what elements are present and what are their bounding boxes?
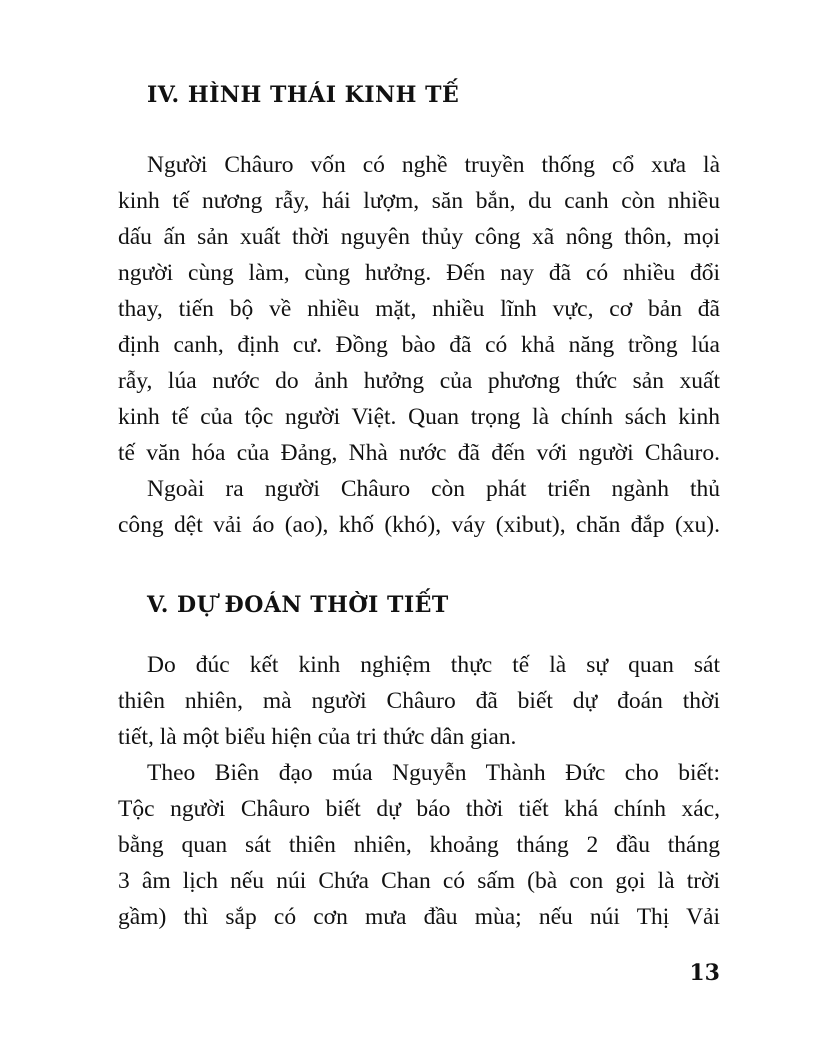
text-line: tiết, là một biểu hiện của tri thức dân gian.: [118, 724, 517, 750]
text-line: thiên nhiên, mà người Châuro đã biết dự đoán thời: [118, 688, 720, 714]
text-line: kinh tế của tộc người Việt. Quan trọng là chính sách kinh: [118, 404, 720, 430]
page-number: 13: [689, 960, 720, 986]
text-line: Ngoài ra người Châuro còn phát triển ngành thủ: [147, 476, 720, 502]
text-line: Tộc người Châuro biết dự báo thời tiết khá chính xác,: [118, 796, 720, 822]
text-line: công dệt vải áo (ao), khố (khó), váy (xibut), chăn đắp (xu).: [118, 512, 720, 538]
section-heading-economy: IV. HÌNH THÁI KINH TẾ: [147, 82, 460, 108]
text-line: dấu ấn sản xuất thời nguyên thủy công xã nông thôn, mọi: [118, 224, 720, 250]
text-line: 3 âm lịch nếu núi Chứa Chan có sấm (bà con gọi là trời: [118, 868, 720, 894]
text-line: Người Châuro vốn có nghề truyền thống cổ xưa là: [147, 152, 720, 178]
text-line: thay, tiến bộ về nhiều mặt, nhiều lĩnh vực, cơ bản đã: [118, 296, 720, 322]
text-line: định canh, định cư. Đồng bào đã có khả năng trồng lúa: [118, 332, 720, 358]
text-line: gầm) thì sắp có cơn mưa đầu mùa; nếu núi Thị Vải: [118, 904, 720, 930]
text-line: bằng quan sát thiên nhiên, khoảng tháng 2 đầu tháng: [118, 832, 720, 858]
text-line: Do đúc kết kinh nghiệm thực tế là sự quan sát: [147, 652, 720, 678]
text-line: người cùng làm, cùng hưởng. Đến nay đã có nhiều đổi: [118, 260, 720, 286]
text-line: tế văn hóa của Đảng, Nhà nước đã đến với người Châuro.: [118, 440, 720, 466]
text-line: kinh tế nương rẫy, hái lượm, săn bắn, du canh còn nhiều: [118, 188, 720, 214]
section-heading-weather: V. DỰ ĐOÁN THỜI TIẾT: [147, 592, 449, 618]
text-line: Theo Biên đạo múa Nguyễn Thành Đức cho biết:: [147, 760, 720, 786]
text-line: rẫy, lúa nước do ảnh hưởng của phương thức sản xuất: [118, 368, 720, 394]
